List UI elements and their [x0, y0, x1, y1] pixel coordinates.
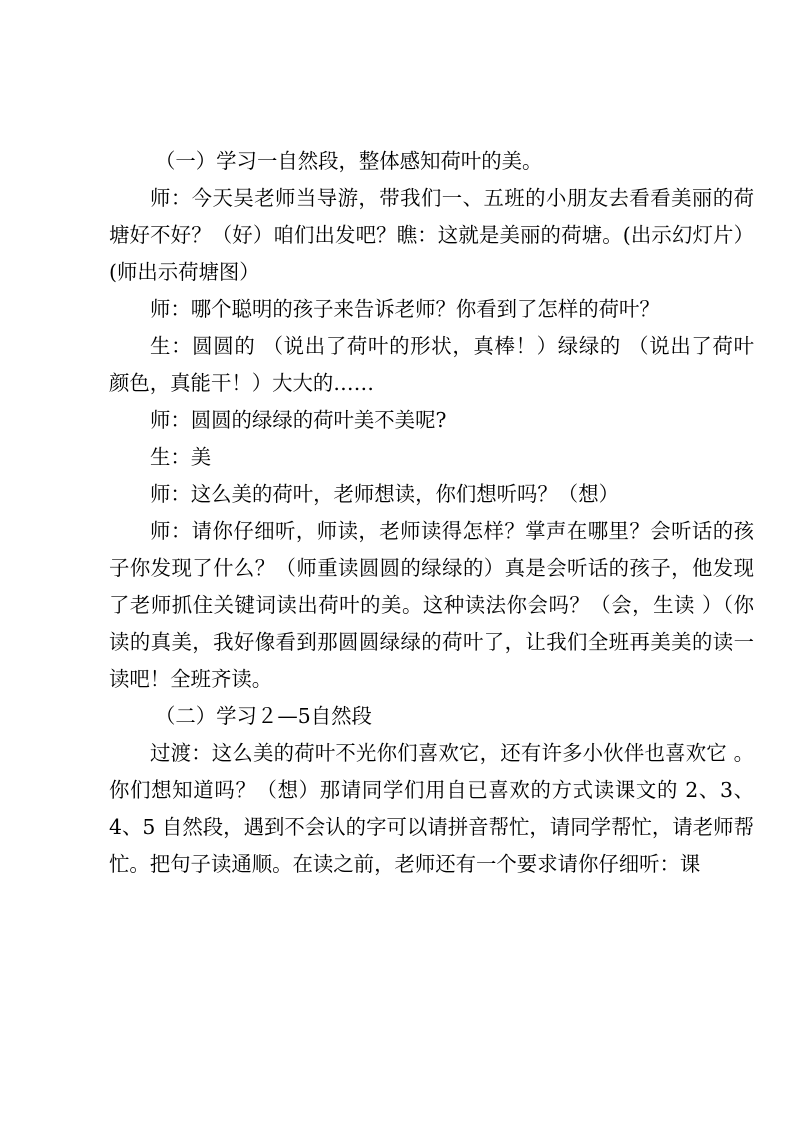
paragraph-transition: 过渡：这么美的荷叶不光你们喜欢它，还有许多小伙伴也喜欢它 。你们想知道吗？（想）那请同学们用自已喜欢的方式读课文的 2、3、4、5 自然段，遇到不会认的字可以请拼音帮忙，请同学帮忙，请老师帮忙。把句子读通顺。在读之前，老师还有一个要求请你仔细听：课 [109, 741, 754, 876]
paragraph-teacher-question: 师：哪个聪明的孩子来告诉老师？你看到了怎样的荷叶？ [150, 297, 660, 321]
section-heading-2: （二）学习２—5自然段 [155, 704, 372, 728]
paragraph-teacher-intro: 师：今天吴老师当导游，带我们一、五班的小朋友去看看美丽的荷塘好不好？（好）咱们出发吧？瞧：这就是美丽的荷塘。(出示幻灯片）(师出示荷塘图） [109, 186, 754, 284]
paragraph-teacher-ask-beauty: 师：圆圆的绿绿的荷叶美不美呢? [150, 408, 447, 432]
paragraph-teacher-listen: 师：请你仔细听，师读，老师读得怎样？掌声在哪里？会听话的孩子你发现了什么？（师重读圆圆的绿绿的）真是会听话的孩子，他发现了老师抓住关键词读出荷叶的美。这种读法你会吗？（会，生读 ）（你读的真美，我好像看到那圆圆绿绿的荷叶了，让我们全班再美美的读一读吧！全班齐读。 [109, 519, 754, 691]
section-heading-1: （一）学习一自然段，整体感知荷叶的美。 [155, 149, 543, 173]
paragraph-teacher-read: 师：这么美的荷叶，老师想读，你们想听吗？（想） [150, 482, 619, 506]
paragraph-student-beauty: 生：美 [150, 445, 212, 469]
paragraph-student-answer: 生：圆圆的 （说出了荷叶的形状，真棒！）绿绿的 （说出了荷叶颜色，真能干！）大大的…… [109, 334, 754, 395]
